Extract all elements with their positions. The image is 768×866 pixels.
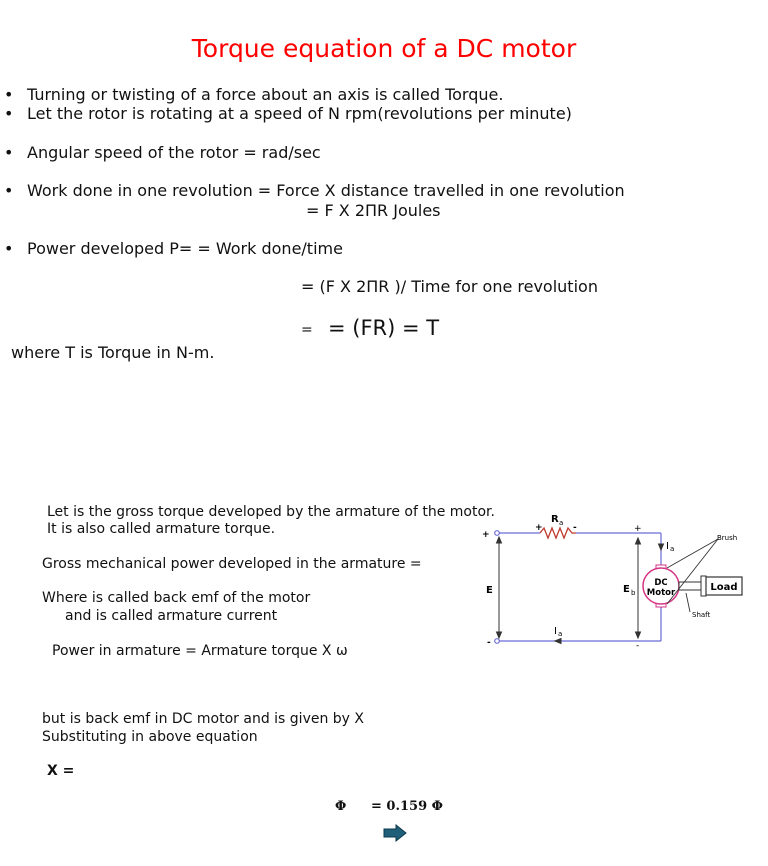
eb-subscript: b	[631, 589, 636, 597]
eb-label: E	[623, 584, 630, 595]
shaft-label: Shaft	[692, 611, 711, 619]
motor-label-dc: DC	[654, 578, 668, 588]
ia-subscript-top: a	[670, 545, 675, 553]
gross-power-text: Gross mechanical power developed in the armature =	[42, 556, 422, 572]
torque-equation: = (FR) = T	[328, 316, 440, 340]
ia-label-top: I	[666, 541, 669, 552]
load-label: Load	[710, 582, 738, 593]
armature-torque-text: It is also called armature torque.	[47, 521, 276, 537]
bullet-angular-speed: Angular speed of the rotor = rad/sec	[27, 143, 321, 162]
bullet-marker: •	[4, 239, 14, 258]
bullet-marker: •	[4, 104, 14, 123]
bullet-power-developed: Power developed P= = Work done/time	[27, 239, 343, 258]
brush-label: Brush	[717, 534, 738, 542]
final-torque-equation: = 0.159 Φ	[371, 799, 443, 814]
power-armature-text: Power in armature = Armature torque X ω	[52, 643, 348, 659]
gross-torque-text: Let is the gross torque developed by the armature of the motor.	[47, 504, 495, 520]
substituting-text: Substituting in above equation	[42, 729, 258, 745]
dc-motor-circuit-diagram	[478, 508, 744, 650]
eb-minus-sign: -	[636, 641, 640, 650]
phi-symbol: Φ	[335, 799, 347, 814]
bullet-work-done: Work done in one revolution = Force X distance travelled in one revolution	[27, 181, 625, 200]
slide-title: Torque equation of a DC motor	[191, 34, 577, 63]
bullet-marker: •	[4, 143, 14, 162]
back-emf-text: Where is called back emf of the motor	[42, 590, 311, 606]
ra-subscript: a	[559, 519, 564, 527]
armature-current-text: and is called armature current	[65, 608, 278, 624]
e-label: E	[486, 585, 493, 596]
bullet-marker: •	[4, 181, 14, 200]
resistor-minus-sign: -	[573, 523, 577, 533]
eb-plus-sign: +	[634, 524, 642, 534]
torque-unit-note: where T is Torque in N-m.	[11, 343, 215, 362]
back-emf-given-text: but is back emf in DC motor and is given by X	[42, 711, 364, 727]
bullet-torque-definition: Turning or twisting of a force about an axis is called Torque.	[27, 85, 504, 104]
motor-label-motor: Motor	[646, 588, 676, 598]
power-equation: = (F X 2ΠR )/ Time for one revolution	[301, 277, 598, 296]
supply-plus-sign: +	[482, 530, 490, 540]
bullet-rotor-speed: Let the rotor is rotating at a speed of N rpm(revolutions per minute)	[27, 104, 572, 123]
work-done-equation: = F X 2ΠR Joules	[306, 201, 441, 220]
equation-equals: =	[301, 322, 313, 338]
ia-subscript-bottom: a	[558, 630, 563, 638]
ra-label: R	[551, 514, 559, 525]
x-equals-text: X =	[47, 763, 75, 779]
armature-resistor	[540, 528, 576, 538]
right-arrow-icon[interactable]	[383, 824, 407, 842]
bullet-marker: •	[4, 85, 14, 104]
supply-minus-sign: -	[487, 638, 491, 648]
resistor-plus-sign: +	[535, 523, 543, 533]
ia-label-bottom: I	[554, 626, 557, 637]
